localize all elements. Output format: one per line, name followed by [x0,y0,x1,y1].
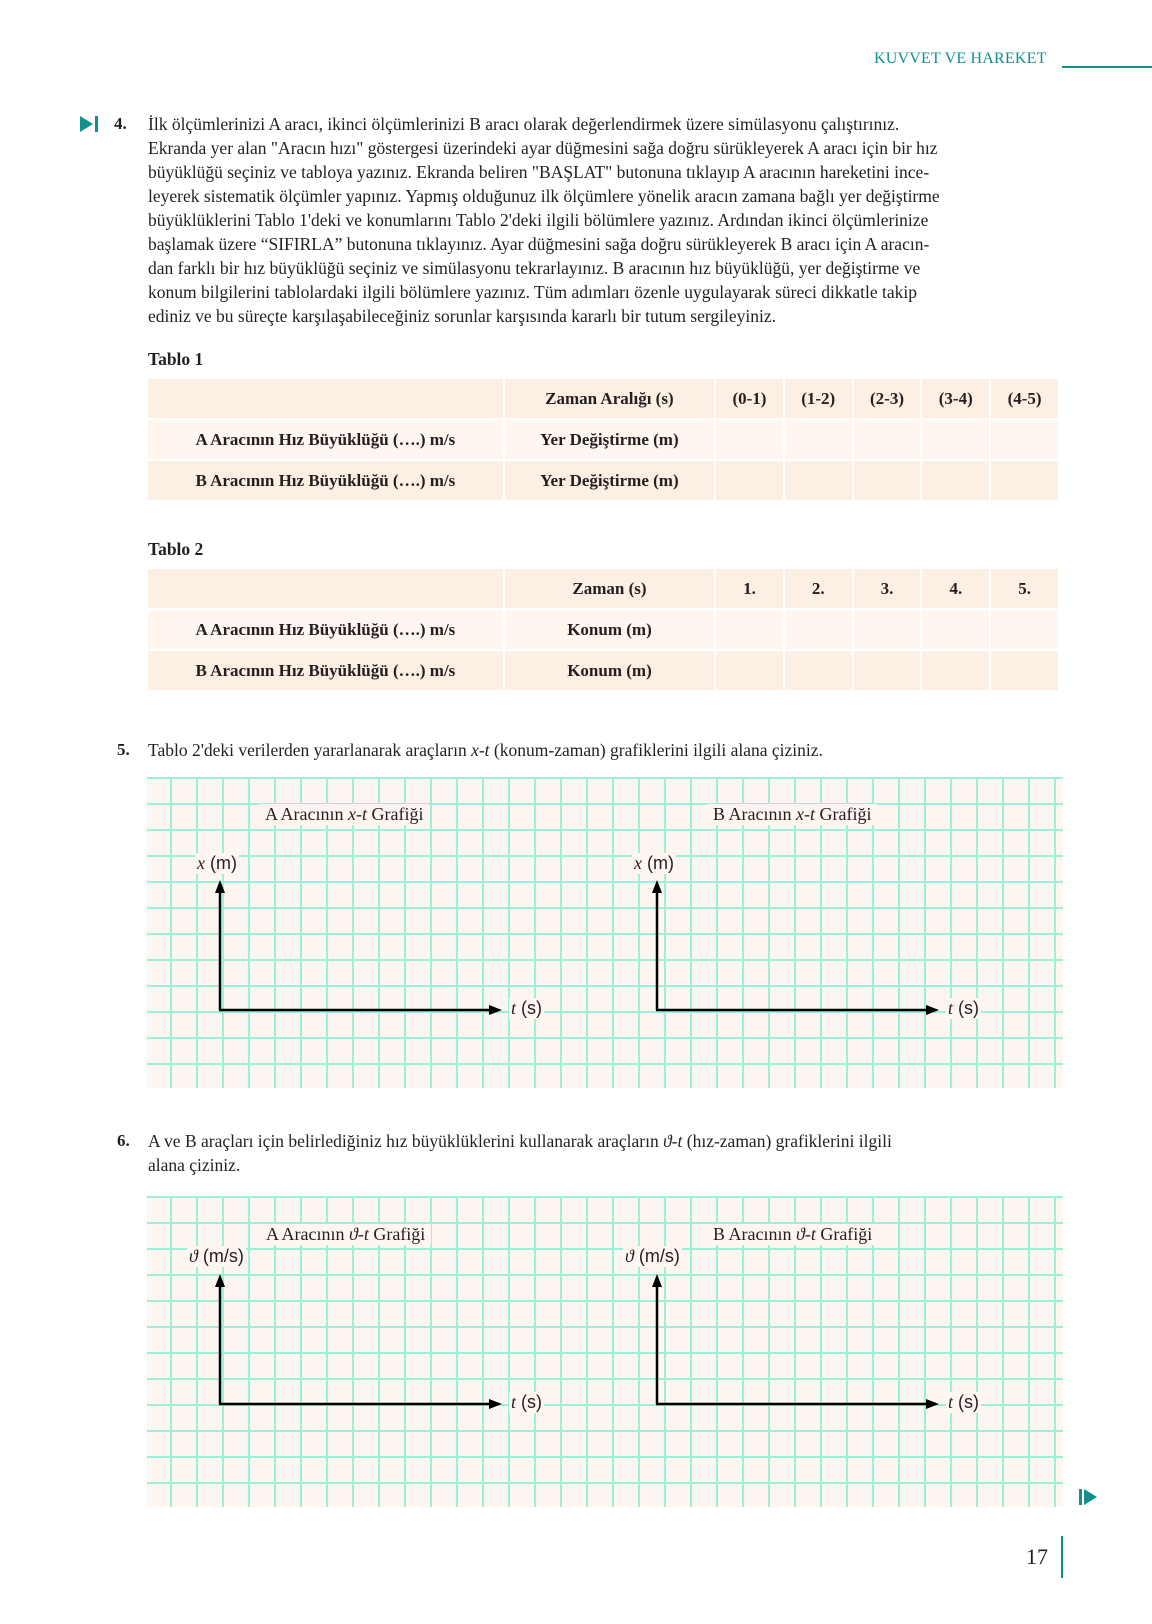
answer-cell[interactable] [785,651,852,692]
header-cell: (0-1) [716,379,783,420]
graph-title-a: A Aracının x-t Grafiği [259,804,429,825]
table-1 [146,379,1060,502]
table-2 [146,569,1060,692]
answer-cell[interactable] [716,610,783,651]
math-symbol: x-t [471,740,490,760]
answer-cell[interactable] [991,420,1058,461]
text-line: dan farklı bir hız büyüklüğü seçiniz ve simülasyonu tekrarlayınız. B aracının hız büyüklüğü, yer değiştirme ve [148,258,921,278]
answer-cell[interactable] [854,610,921,651]
header-cell: 3. [854,569,921,610]
table-1-caption: Tablo 1 [148,349,204,369]
row-quantity: Yer Değiştirme (m) [505,461,714,502]
row-label: B Aracının Hız Büyüklüğü (….) m/s [148,651,503,692]
table-header-row [148,379,1058,420]
header-cell: (3-4) [922,379,989,420]
header-cell: Zaman (s) [505,569,714,610]
answer-cell[interactable] [922,461,989,502]
answer-cell[interactable] [854,461,921,502]
answer-cell[interactable] [922,610,989,651]
header-cell: 5. [991,569,1058,610]
graph-area-xt[interactable] [147,777,1063,1088]
x-axis-label: t (s) [948,998,980,1018]
row-quantity: Yer Değiştirme (m) [505,420,714,461]
x-axis-label: t (s) [948,1392,980,1412]
question-6-text [148,1129,892,1177]
row-quantity: Konum (m) [505,651,714,692]
text-line: konum bilgilerini tablolardaki ilgili bölümlere yazınız. Tüm adımları özenle uygulayarak süreci dikkatle takip [148,282,917,302]
y-axis-label: x (m) [634,853,674,873]
answer-cell[interactable] [785,461,852,502]
text-line: ediniz ve bu süreçte karşılaşabileceğiniz sorunlar karşısında kararlı bir tutum sergileyiniz. [148,306,777,326]
question-4-text [148,112,940,328]
question-number: 5. [117,740,130,759]
graph-title-b: B Aracının x-t Grafiği [707,804,877,825]
y-axis-label: ϑ (m/s) [625,1246,680,1266]
text-line: büyüklüğü seçiniz ve tabloya yazınız. Ekranda beliren "BAŞLAT" butonuna tıklayıp A aracının hareketini ince- [148,162,930,182]
answer-cell[interactable] [716,461,783,502]
table-2-caption: Tablo 2 [148,539,204,559]
answer-cell[interactable] [716,420,783,461]
question-number: 4. [114,114,127,133]
header-cell: 1. [716,569,783,610]
graph-title-a: A Aracının ϑ-t Grafiği [260,1224,431,1245]
y-axis-label: ϑ (m/s) [189,1246,244,1266]
text-line: Ekranda yer alan "Aracın hızı" göstergesi üzerindeki ayar düğmesini sağa doğru sürükleyerek A aracı için bir hız [148,138,938,158]
answer-cell[interactable] [922,420,989,461]
question-5-text: Tablo 2'deki verilerden yararlanarak araçların x-t (konum-zaman) grafiklerini ilgili alana çiziniz. [148,740,823,760]
play-pause-icon [80,116,100,132]
table-row [148,651,1058,692]
answer-cell[interactable] [991,651,1058,692]
row-label: B Aracının Hız Büyüklüğü (….) m/s [148,461,503,502]
page-number: 17 [1026,1544,1048,1569]
answer-cell[interactable] [854,651,921,692]
text-line: başlamak üzere “SIFIRLA” butonuna tıklayınız. Ayar düğmesini sağa doğru sürükleyerek B aracı için A aracın- [148,234,930,254]
y-axis-label: x (m) [197,853,237,873]
header-cell: 4. [922,569,989,610]
math-symbol: ϑ-t [663,1131,683,1151]
table-row [148,461,1058,502]
row-quantity: Konum (m) [505,610,714,651]
graph-area-vt[interactable] [147,1196,1063,1507]
answer-cell[interactable] [922,651,989,692]
row-label: A Aracının Hız Büyüklüğü (….) m/s [148,610,503,651]
header-cell [148,379,503,420]
header-divider [1062,66,1152,68]
text-line: alana çiziniz. [148,1155,241,1175]
text-line: büyüklüklerini Tablo 1'deki ve konumlarını Tablo 2'deki ilgili bölümlere yazınız. Ardından ikinci ölçümlerinize [148,210,929,230]
table-row [148,420,1058,461]
axes-arrows-icon [644,880,944,1015]
text-line: leyerek sistematik ölçümler yapınız. Yapmış olduğunuz ilk ölçümlere yönelik aracın zamana bağlı yer değiştirme [148,186,940,206]
x-axis-label: t (s) [511,998,543,1018]
header-cell: (4-5) [991,379,1058,420]
table-header-row [148,569,1058,610]
x-axis-label: t (s) [511,1392,543,1412]
page-number-divider [1061,1536,1063,1578]
table-row [148,610,1058,651]
answer-cell[interactable] [785,420,852,461]
header-cell: Zaman Aralığı (s) [505,379,714,420]
answer-cell[interactable] [991,610,1058,651]
header-cell [148,569,503,610]
header-cell: 2. [785,569,852,610]
chapter-title: KUVVET VE HAREKET [874,50,1047,67]
answer-cell[interactable] [854,420,921,461]
axes-arrows-icon [207,880,507,1015]
answer-cell[interactable] [991,461,1058,502]
axes-arrows-icon [644,1274,944,1409]
text-line: İlk ölçümlerinizi A aracı, ikinci ölçümlerinizi B aracı olarak değerlendirmek üzere simülasyonu çalıştırınız. [148,114,900,134]
header-cell: (2-3) [854,379,921,420]
graph-title-b: B Aracının ϑ-t Grafiği [707,1224,878,1245]
next-page-icon[interactable] [1079,1489,1099,1505]
header-cell: (1-2) [785,379,852,420]
question-number: 6. [117,1131,130,1150]
axes-arrows-icon [207,1274,507,1409]
answer-cell[interactable] [785,610,852,651]
row-label: A Aracının Hız Büyüklüğü (….) m/s [148,420,503,461]
answer-cell[interactable] [716,651,783,692]
text-line: A ve B araçları için belirlediğiniz hız büyüklüklerini kullanarak araçların ϑ-t (hız-zaman) grafiklerini ilgili [148,1131,892,1151]
